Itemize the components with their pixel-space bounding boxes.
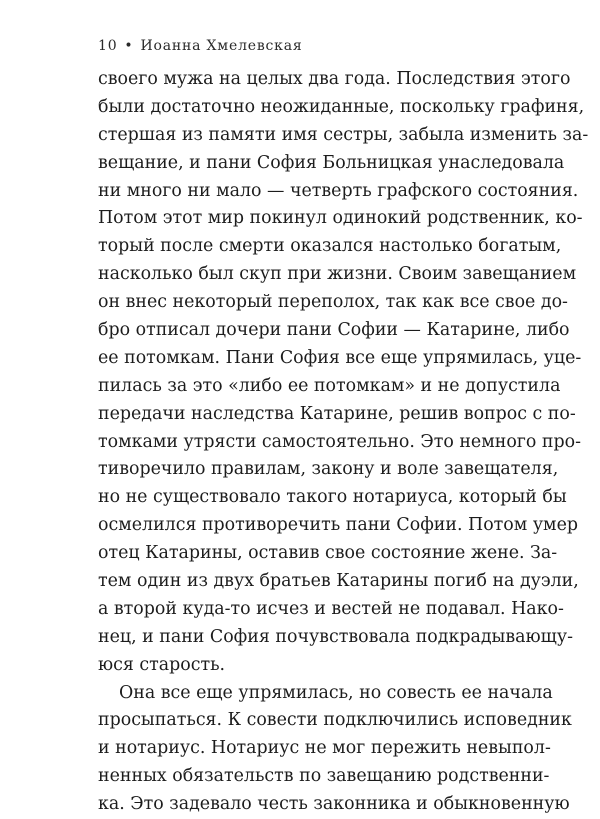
text-line: тиворечило правилам, закону и воле завещателя, xyxy=(98,459,559,480)
text-line: нец, и пани София почувствовала подкрадывающу- xyxy=(98,626,573,647)
text-line: Она все еще упрямилась, но совесть ее начала xyxy=(119,682,553,703)
text-line: томками утрясти самостоятельно. Это немного про- xyxy=(98,431,581,452)
body-text xyxy=(98,66,589,819)
text-line: стершая из памяти имя сестры, забыла изменить за- xyxy=(98,124,589,145)
text-line: передачи наследства Катарине, решив вопрос с по- xyxy=(98,403,576,424)
text-line: Потом этот мир покинул одинокий родственник, ко- xyxy=(98,208,583,229)
text-line: а второй куда-то исчез и вестей не подавал. Нако- xyxy=(98,598,564,619)
author-name: Иоанна Хмелевская xyxy=(140,38,303,54)
text-line: ненных обязательств по завещанию родственни- xyxy=(98,766,550,787)
text-line: юся старость. xyxy=(98,654,226,675)
page-number: 10 xyxy=(98,38,118,54)
text-line: тем один из двух братьев Катарины погиб на дуэли, xyxy=(98,571,579,592)
text-line: просыпаться. К совести подключились исповедник xyxy=(98,710,572,731)
header-separator: • xyxy=(124,38,134,54)
text-line: насколько был скуп при жизни. Своим завещанием xyxy=(98,264,577,285)
text-line: пилась за это «либо ее потомкам» и не допустила xyxy=(98,375,561,396)
text-line: вещание, и пани София Больницкая унаследовала xyxy=(98,152,565,173)
text-line: но не существовало такого нотариуса, который бы xyxy=(98,487,567,508)
text-line: ни много ни мало — четверть графского состояния. xyxy=(98,180,579,201)
running-head xyxy=(98,38,303,54)
text-line: ка. Это задевало честь законника и обыкновенную xyxy=(98,794,570,815)
text-line: он внес некоторый переполох, так как все свое до- xyxy=(98,292,568,313)
text-line: и нотариус. Нотариус не мог пережить невыпол- xyxy=(98,738,551,759)
text-line: были достаточно неожиданные, поскольку графиня, xyxy=(98,96,585,117)
text-line: бро отписал дочери пани Софии — Катарине, либо xyxy=(98,320,570,341)
text-line: осмелился противоречить пани Софии. Потом умер xyxy=(98,515,579,536)
text-line: отец Катарины, оставив свое состояние жене. За- xyxy=(98,543,558,564)
text-line: торый после смерти оказался настолько богатым, xyxy=(98,236,562,257)
text-line: своего мужа на целых два года. Последствия этого xyxy=(98,69,571,89)
text-line: ее потомкам. Пани София все еще упрямилась, уце- xyxy=(98,347,582,368)
